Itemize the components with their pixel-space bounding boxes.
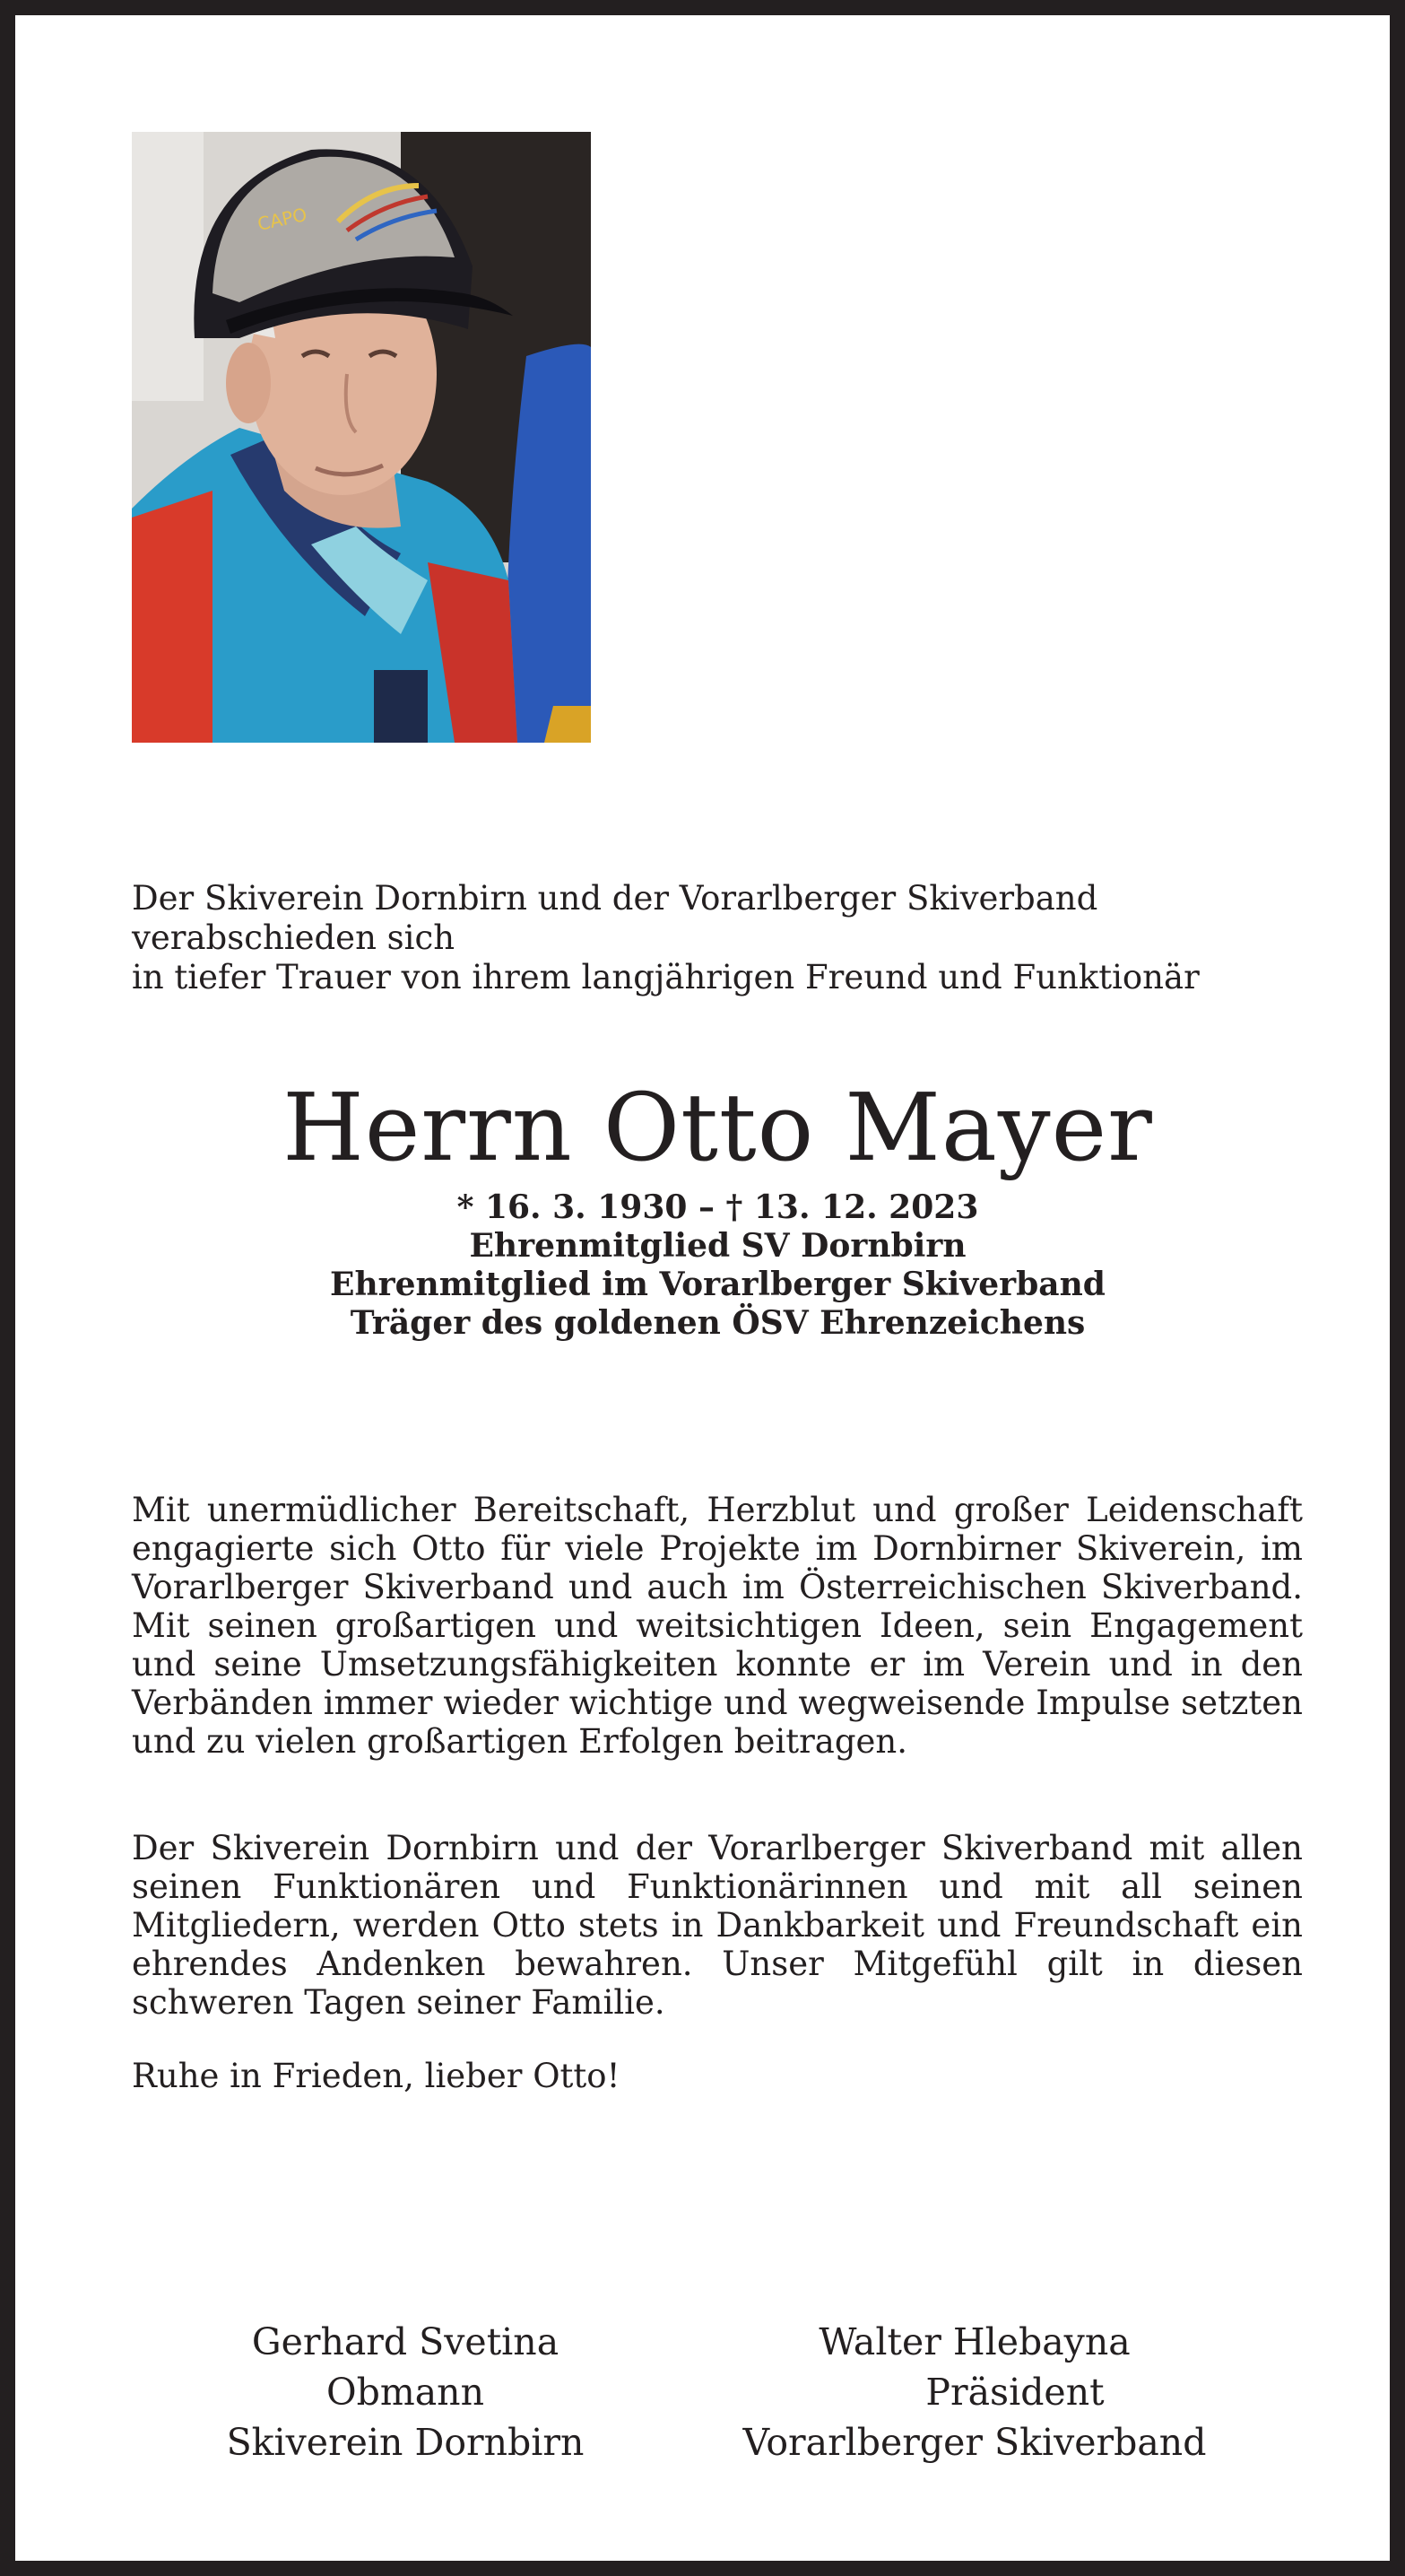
signer-org: Vorarlberger Skiverband [742, 2421, 1207, 2464]
deceased-name: Herrn Otto Mayer [282, 1073, 1153, 1182]
closing-line: Ruhe in Frieden, lieber Otto! [132, 2057, 620, 2095]
tribute-paragraph: Mit unermüdlicher Bereitschaft, Herzblut und großer Leidenschaft engagierte sich Otto für viele Projekte im Dornbirner Skiverein, im Vorarlberger Skiverband und auch im Österreichischen Skiverband. Mit seinen großartigen und weitsichtigen Ideen, sein Engagement und seine Umsetzungsfähigkeiten konnte er im Verein und in den Verbänden immer wieder wichtige und wegweisende Impulse setzten und zu vielen großartigen Erfolgen beitragen. [132, 1491, 1303, 1761]
signer-role: Obmann [326, 2371, 484, 2414]
signer-role: Präsident [925, 2371, 1105, 2414]
intro-line: in tiefer Trauer von ihrem langjährigen Freund und Funktionär [132, 958, 1200, 996]
signer-name: Gerhard Svetina [251, 2320, 559, 2363]
intro-line: Der Skiverein Dornbirn und der Vorarlberger Skiverband verabschieden sich [132, 879, 1098, 957]
svg-text:CAPO: CAPO [256, 203, 309, 235]
honor-line: Ehrenmitglied im Vorarlberger Skiverband [330, 1266, 1106, 1303]
signer-name: Walter Hlebayna [819, 2320, 1131, 2363]
life-dates: * 16. 3. 1930 – † 13. 12. 2023 [456, 1188, 979, 1226]
tribute-paragraph: Der Skiverein Dornbirn und der Vorarlberger Skiverband mit allen seinen Funktionären und Funktionärinnen und mit all seinen Mitgliedern, werden Otto stets in Dankbarkeit und Freundschaft ein ehrendes Andenken bewahren. Unser Mitgefühl gilt in diesen schweren Tagen seiner Familie. [132, 1829, 1303, 2022]
signature-right [742, 2317, 1208, 2467]
portrait-photo [132, 132, 591, 743]
intro-text [132, 879, 1306, 997]
signature-left [172, 2317, 638, 2467]
signer-org: Skiverein Dornbirn [226, 2421, 585, 2464]
deceased-details [15, 1188, 1405, 1343]
honor-line: Ehrenmitglied SV Dornbirn [469, 1227, 967, 1265]
honor-line: Träger des goldenen ÖSV Ehrenzeichens [350, 1304, 1086, 1342]
